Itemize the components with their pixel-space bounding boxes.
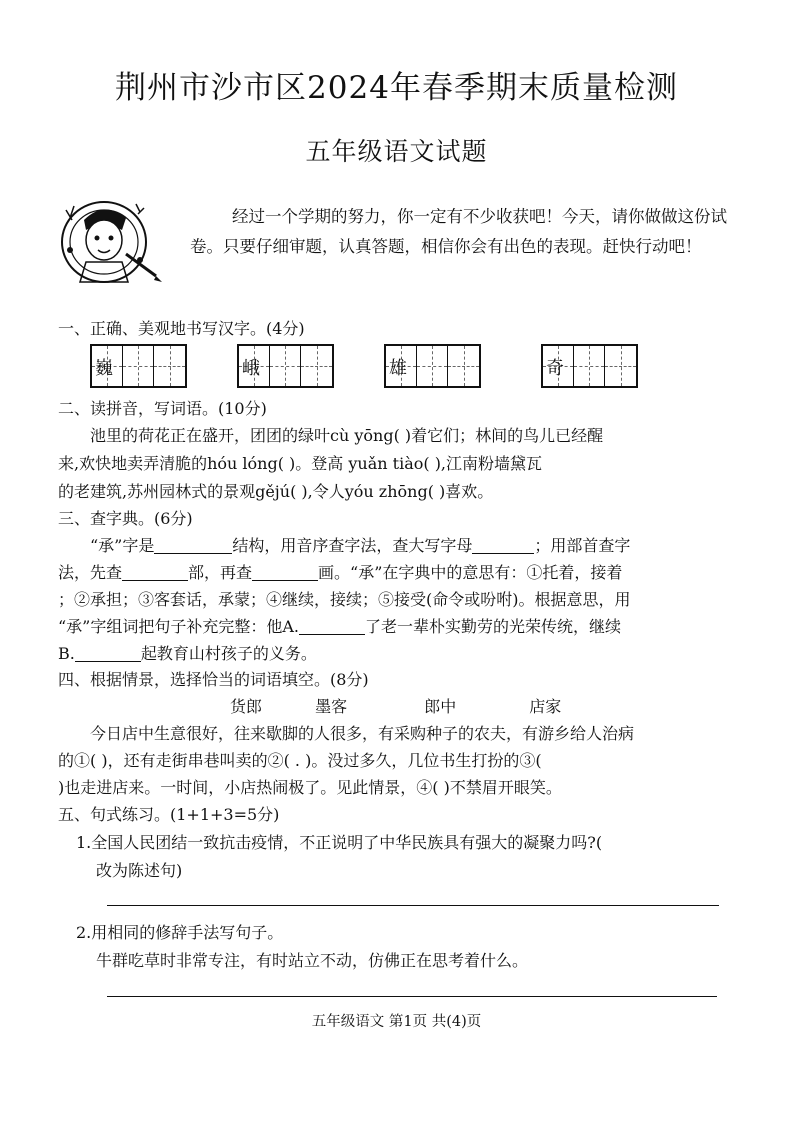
grid-cell[interactable] <box>270 346 301 386</box>
q3-heading: 三、查字典。(6分) <box>58 509 193 528</box>
grid-char: 巍 <box>95 358 113 379</box>
word-option: 店家 <box>529 697 562 716</box>
q3-text: ；用部首查字 <box>534 536 631 555</box>
grid-cell[interactable] <box>417 346 448 386</box>
q4-line-3: )也走进店来。一时间，小店热闹极了。见此情景，④( )不禁眉开眼笑。 <box>58 778 562 797</box>
word-option: 郎中 <box>424 697 457 716</box>
exam-title: 荆州市沙市区2024年春季期末质量检测 <box>115 70 678 106</box>
grid-cell[interactable] <box>154 346 185 386</box>
q3-text: 了老一辈朴实勤劳的光荣传统，继续 <box>365 617 622 636</box>
writing-grid-2 <box>237 344 334 388</box>
q3-text: 画。“承”在字典中的意思有：①托着，接着 <box>318 563 623 582</box>
q3-text: 起教育山村孩子的义务。 <box>140 644 317 663</box>
grid-char: 峨 <box>242 358 260 379</box>
grid-cell[interactable] <box>448 346 479 386</box>
grid-cell <box>92 346 123 386</box>
q3-line-3: ；②承担；③客套话，承蒙；④继续，接续；⑤接受(命令或吩咐)。根据意思，用 <box>58 590 631 609</box>
writing-grid-1 <box>90 344 187 388</box>
q3-text: 结构，用音序查字法，查大写字母 <box>232 536 473 555</box>
answer-blank[interactable] <box>472 537 534 554</box>
grid-cell <box>543 346 574 386</box>
answer-blank[interactable] <box>299 618 365 635</box>
answer-blank[interactable] <box>252 564 318 581</box>
grid-cell[interactable] <box>605 346 636 386</box>
q3-text: “承”字组词把句子补充完整：他A. <box>58 617 300 636</box>
writing-grid-3 <box>384 344 481 388</box>
q3-line-1 <box>90 533 630 556</box>
word-bank <box>230 694 561 717</box>
q3-line-2 <box>58 560 622 583</box>
grid-cell <box>239 346 270 386</box>
q5-heading: 五、句式练习。(1+1+3=5分) <box>58 805 280 824</box>
answer-blank[interactable] <box>122 564 188 581</box>
intro-paragraph <box>190 202 750 262</box>
q3-line-4 <box>58 614 621 637</box>
grid-cell[interactable] <box>123 346 154 386</box>
q5-sentence-1-instruction: 改为陈述句) <box>96 861 183 880</box>
q2-line-3: 的老建筑,苏州园林式的景观gějú( ),令人yóu zhōng( )喜欢。 <box>58 482 494 501</box>
q5-sentence-1: 1.全国人民团结一致抗击疫情，不正说明了中华民族具有强大的凝聚力吗?( <box>76 833 603 852</box>
grid-char: 奇 <box>546 358 564 379</box>
grid-cell[interactable] <box>301 346 332 386</box>
page-footer: 五年级语文 第1页 共(4)页 <box>311 1014 482 1030</box>
exam-subtitle: 五年级语文试题 <box>305 137 488 166</box>
grid-char: 雄 <box>389 358 407 379</box>
intro-text: 经过一个学期的努力，你一定有不少收获吧！今天，请你做做这份试卷。只要仔细审题，认真答题，相信你会有出色的表现。赶快行动吧！ <box>190 207 727 256</box>
grid-cell[interactable] <box>574 346 605 386</box>
q5-sentence-2-example: 牛群吃草时非常专注，有时站立不动，仿佛正在思考着什么。 <box>96 951 529 970</box>
q3-text: B. <box>58 644 75 663</box>
q5-sentence-2: 2.用相同的修辞手法写句子。 <box>76 923 284 942</box>
q2-line-2: 来,欢快地卖弄清脆的hóu lóng( )。登高 yuǎn tiào( ),江南粉墙黛瓦 <box>58 454 543 473</box>
q1-heading: 一、正确、美观地书写汉字。(4分) <box>58 319 305 338</box>
grid-cell <box>386 346 417 386</box>
q4-line-1: 今日店中生意很好，往来歇脚的人很多，有采购种子的农夫，有游乡给人治病 <box>90 724 635 743</box>
answer-line-1[interactable] <box>107 905 719 906</box>
q3-text: 法，先查 <box>58 563 123 582</box>
answer-line-2[interactable] <box>107 996 717 997</box>
answer-blank[interactable] <box>75 645 141 662</box>
q3-line-5 <box>58 641 317 664</box>
q3-text: 部，再查 <box>188 563 253 582</box>
q2-heading: 二、读拼音，写词语。(10分) <box>58 399 267 418</box>
q4-heading: 四、根据情景，选择恰当的词语填空。(8分) <box>58 670 369 689</box>
writing-grid-4 <box>541 344 638 388</box>
q4-line-2: 的①( )，还有走街串巷叫卖的②( . )。没过多久，几位书生打扮的③( <box>58 751 542 770</box>
student-pen-mascot-icon <box>56 190 166 290</box>
answer-blank[interactable] <box>154 537 232 554</box>
q2-line-1: 池里的荷花正在盛开，团团的绿叶cù yōng( )着它们；林间的鸟儿已经醒 <box>90 426 604 445</box>
word-option: 货郎 <box>230 697 263 716</box>
q3-text: “承”字是 <box>90 536 155 555</box>
word-option: 墨客 <box>315 697 348 716</box>
